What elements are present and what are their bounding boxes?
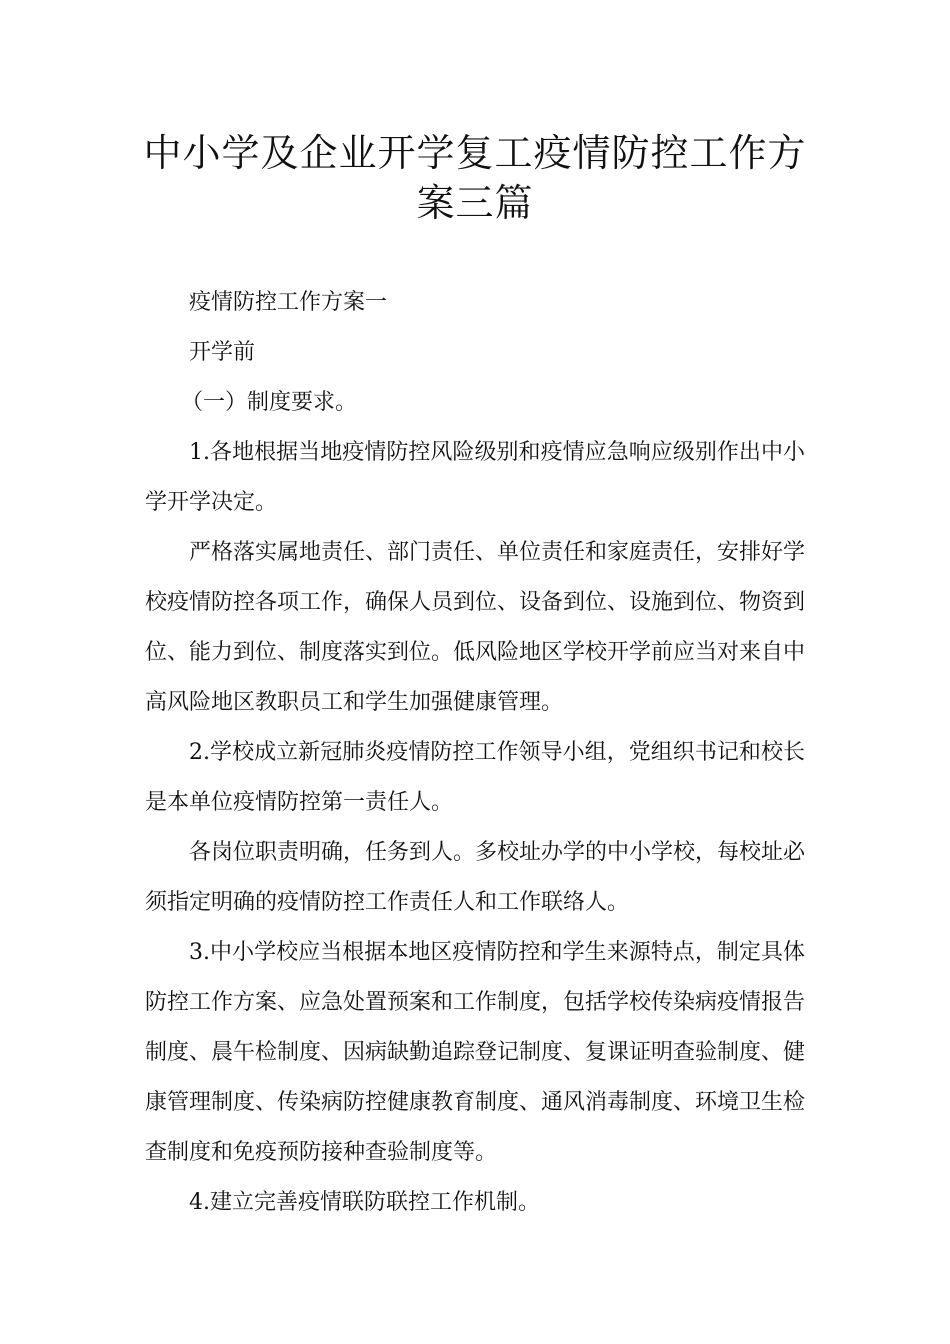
title-line-1: 中小学及企业开学复工疫情防控工作方 xyxy=(143,131,807,175)
item-heading: （一）制度要求。 xyxy=(181,390,358,415)
paragraph-5: 3.中小学校应当根据本地区疫情防控和学生来源特点，制定具体防控工作方案、应急处置预案和工作制度，包括学校传染病疫情报告制度、晨午检制度、因病缺勤追踪登记制度、复课证明查验制度、健康管理制度、传染病防控健康教育制度、通风消毒制度、环境卫生检查制度和免疫预防接种查验制度等。 xyxy=(145,940,806,1165)
document-body xyxy=(145,278,805,1228)
paragraph-6: 4.建立完善疫情联防联控工作机制。 xyxy=(189,1190,540,1215)
title-line-2: 案三篇 xyxy=(416,181,534,225)
paragraph-1: 1.各地根据当地疫情防控风险级别和疫情应急响应级别作出中小学开学决定。 xyxy=(145,440,805,515)
paragraph-2: 严格落实属地责任、部门责任、单位责任和家庭责任，安排好学校疫情防控各项工作，确保人员到位、设备到位、设施到位、物资到位、能力到位、制度落实到位。低风险地区学校开学前应当对来自中高风险地区教职员工和学生加强健康管理。 xyxy=(145,540,806,715)
subsection-heading: 开学前 xyxy=(189,340,256,365)
section-heading: 疫情防控工作方案一 xyxy=(189,290,388,315)
paragraph-4: 各岗位职责明确，任务到人。多校址办学的中小学校，每校址必须指定明确的疫情防控工作责任人和工作联络人。 xyxy=(145,840,806,915)
paragraph-3: 2.学校成立新冠肺炎疫情防控工作领导小组，党组织书记和校长是本单位疫情防控第一责任人。 xyxy=(145,740,805,815)
document-title xyxy=(120,128,830,228)
